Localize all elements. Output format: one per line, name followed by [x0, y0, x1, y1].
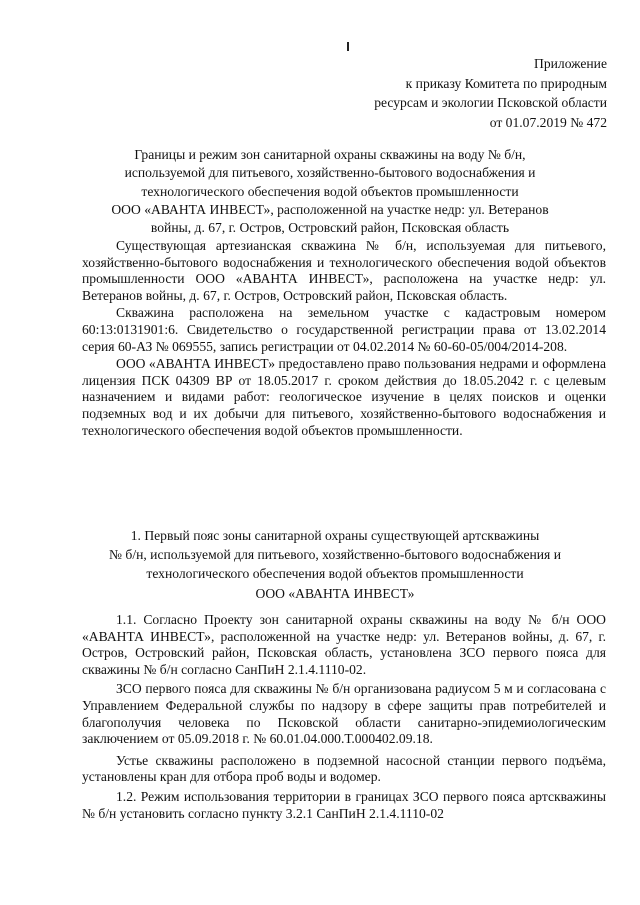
appendix-order-ref: к приказу Комитета по природным — [405, 75, 607, 91]
title-line: войны, д. 67, г. Остров, Островский район, Псковская область — [150, 220, 510, 236]
title-line: ООО «АВАНТА ИНВЕСТ», расположенной на участке недр: ул. Ветеранов — [111, 201, 549, 217]
intro-paragraph-land-plot: Скважина расположена на земельном участке с кадастровым номером 60:13:0131901:6. Свидетельство о государственной регистрации права от 13.02.2014 серия 60-АЗ № 069555, запись регистрации от 04.02.2014 № 60-60-05/004/2014-208. — [82, 305, 606, 354]
section-heading-line: технологического обеспечения водой объектов промышленности — [146, 566, 524, 582]
intro-paragraph-license: ООО «АВАНТА ИНВЕСТ» предоставлено право пользования недрами и оформлена лицензия ПСК 04309 ВР от 18.05.2017 г. сроком действия до 18.05.2042 г. с целевым назначением и видами работ: геологическое изучение в целях поисков и оценки подземных вод и их добычи для питьевого, хозяйственно-бытового водоснабжения и технологического обеспечения водой объектов промышленности. — [82, 356, 606, 438]
intro-paragraph-well: Существующая артезианская скважина № б/н, используемая для питьевого, хозяйственно-бытового водоснабжения и технологического обеспечения водой объектов промышленности ООО «АВАНТА ИНВЕСТ», расположена на участке недр: ул. Ветеранов войны, д. 67, г. Остров, Островский район, Псковская область. — [82, 238, 606, 303]
section-heading-line: 1. Первый пояс зоны санитарной охраны существующей артскважины — [130, 528, 540, 543]
clause-1-2: 1.2. Режим использования территории в границах ЗСО первого пояса артскважины № б/н установить согласно пункту 3.2.1 СанПиН 2.1.4.1110-02 — [82, 788, 606, 821]
appendix-header — [374, 54, 607, 132]
section-heading-line: ООО «АВАНТА ИНВЕСТ» — [255, 585, 415, 601]
appendix-date-number: от 01.07.2019 № 472 — [489, 114, 607, 130]
title-line: технологического обеспечения водой объектов промышленности — [141, 183, 519, 199]
section-1-heading — [60, 526, 610, 603]
section-heading-line: № б/н, используемой для питьевого, хозяйственно-бытового водоснабжения и — [109, 547, 561, 563]
appendix-label: Приложение — [534, 56, 607, 71]
intro-section — [82, 238, 606, 439]
clause-zso-radius: ЗСО первого пояса для скважины № б/н организована радиусом 5 м и согласована с Управлением Федеральной службы по надзору в сфере защиты прав потребителей и благополучия человека по Псковской области санитарно-эпидемиологическим заключением от 05.09.2018 г. № 60.01.04.000.Т.000402.09.18. — [82, 681, 606, 747]
document-title — [60, 146, 600, 237]
scan-artifact-mark — [347, 42, 349, 51]
title-line: используемой для питьевого, хозяйственно-бытового водоснабжения и — [124, 165, 536, 181]
title-line: Границы и режим зон санитарной охраны скважины на воду № б/н, — [134, 147, 526, 162]
clause-wellhead: Устье скважины расположено в подземной насосной станции первого подъёма, установлены кран для отбора проб воды и водомер. — [82, 752, 606, 785]
clause-1-1: 1.1. Согласно Проекту зон санитарной охраны скважины на воду № б/н ООО «АВАНТА ИНВЕСТ», расположенной на участке недр: ул. Ветеранов войны, д. 67, г. Остров, Островский район, Псковская область, установлена ЗСО первого пояса для скважины № б/н согласно СанПиН 2.1.4.1110-02. — [82, 612, 606, 677]
appendix-committee: ресурсам и экологии Псковской области — [374, 95, 607, 110]
section-1-body — [82, 612, 606, 822]
